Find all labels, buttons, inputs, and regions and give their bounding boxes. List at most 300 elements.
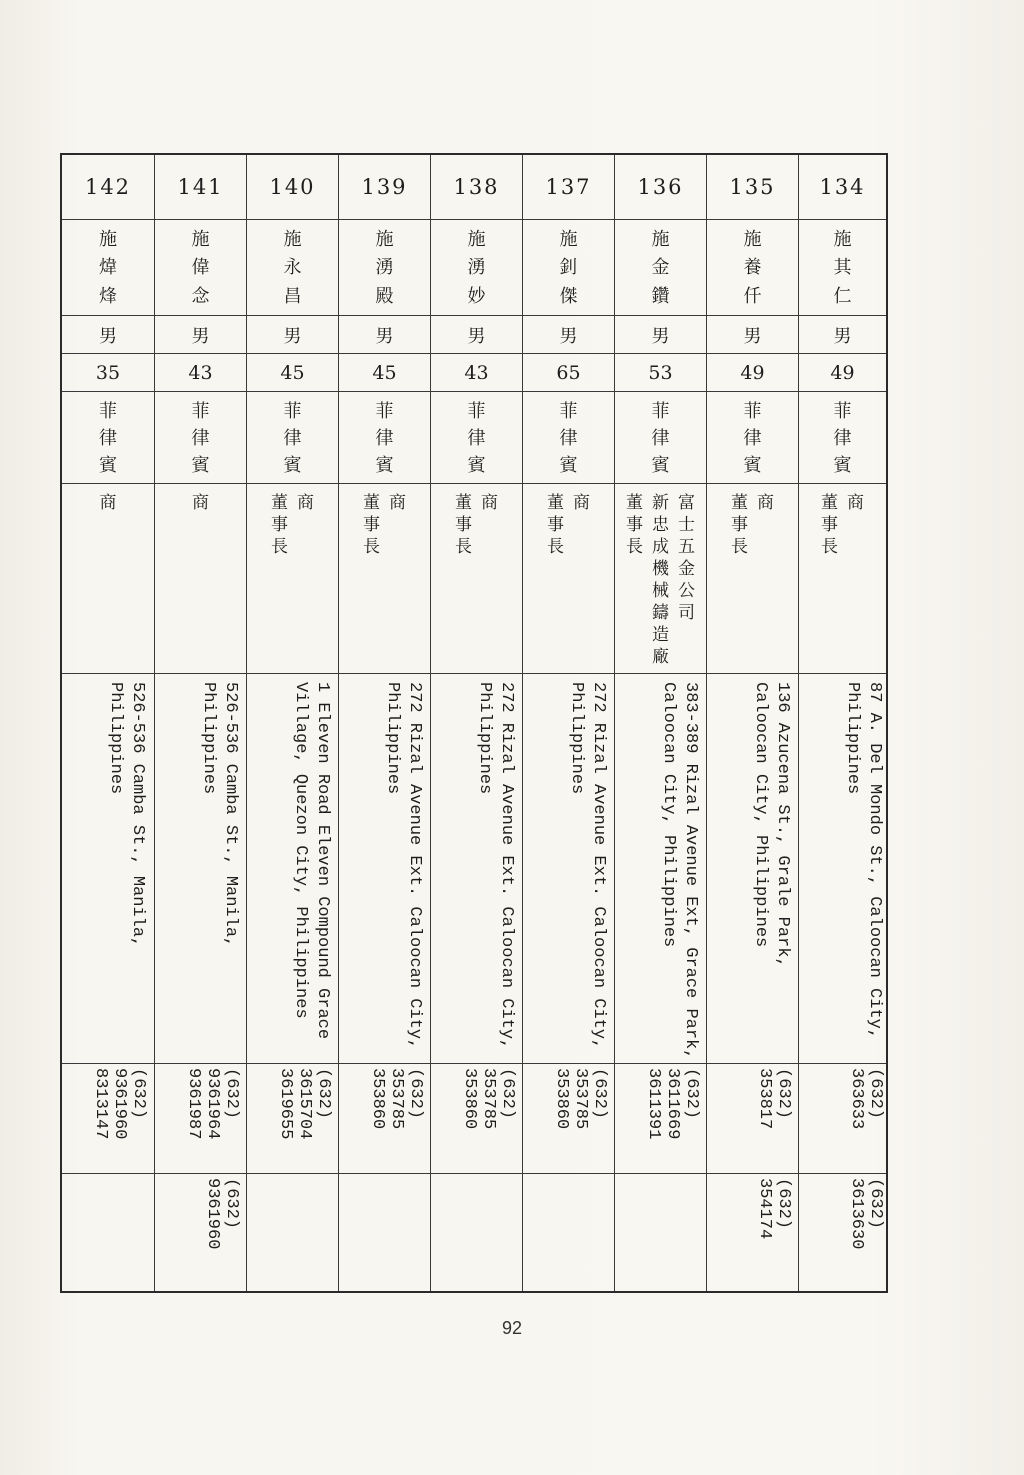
phone-numbers-2-line: 354174 <box>755 1178 774 1240</box>
nationality <box>155 398 246 479</box>
phone-numbers-line: (632) <box>129 1068 148 1120</box>
age-cell <box>523 354 614 392</box>
occupation-char: 董 <box>547 493 564 513</box>
age-value: 43 <box>188 361 213 384</box>
phone-numbers-line: 353860 <box>460 1068 479 1130</box>
occupation-char: 事 <box>731 515 748 535</box>
nationality-cell <box>62 392 154 484</box>
occupation-char: 商 <box>481 493 498 513</box>
entry-number-cell <box>431 155 522 220</box>
age-value: 49 <box>740 361 765 384</box>
occupation-char: 金 <box>678 559 695 579</box>
sex-value: 男 <box>743 325 762 347</box>
name-cell <box>707 220 798 316</box>
entry-number: 138 <box>453 175 500 199</box>
name-cell <box>155 220 246 316</box>
age-cell <box>339 354 430 392</box>
phone-numbers-2 <box>755 1178 793 1440</box>
sex-cell <box>247 316 338 354</box>
nationality-char: 賓 <box>191 454 210 476</box>
member-name-char: 施 <box>375 229 394 251</box>
address <box>749 682 793 1056</box>
occupation-char: 事 <box>271 515 288 535</box>
address-cell <box>523 674 614 1064</box>
occupation <box>615 492 706 669</box>
sex-value: 男 <box>833 325 852 347</box>
address-line: Philippines <box>843 682 862 795</box>
member-name-char: 其 <box>833 257 852 279</box>
phone-numbers-2-line: (632) <box>866 1178 885 1230</box>
phone-cell <box>799 1064 886 1174</box>
table-column-139 <box>338 155 430 1291</box>
occupation-cell <box>707 484 798 674</box>
address-line: 136 Azucena St., Grale Park, <box>773 682 792 968</box>
member-name-char: 金 <box>651 257 670 279</box>
address <box>473 682 517 1056</box>
sex-value: 男 <box>651 325 670 347</box>
age-value: 45 <box>372 361 397 384</box>
address-cell <box>707 674 798 1064</box>
member-name-char: 施 <box>283 229 302 251</box>
phone-cell-2 <box>247 1174 338 1291</box>
occupation-char: 董 <box>271 493 288 513</box>
occupation-char: 五 <box>678 537 695 557</box>
age-cell <box>431 354 522 392</box>
address-line: Philippines <box>475 682 494 795</box>
nationality <box>707 398 798 479</box>
occupation-char: 事 <box>821 515 838 535</box>
phone-cell-2 <box>799 1174 886 1291</box>
nationality-char: 律 <box>743 427 762 449</box>
occupation-char: 長 <box>547 537 564 557</box>
nationality-char: 律 <box>833 427 852 449</box>
occupation-cell <box>155 484 246 674</box>
nationality-char: 賓 <box>375 454 394 476</box>
occupation-cell <box>799 484 886 674</box>
occupation <box>431 492 522 669</box>
address-cell <box>799 674 886 1064</box>
entry-number-cell <box>339 155 430 220</box>
occupation-char: 機 <box>652 559 669 579</box>
nationality-char: 賓 <box>743 454 762 476</box>
occupation-cell <box>62 484 154 674</box>
occupation-char: 富 <box>678 493 695 513</box>
age-cell <box>155 354 246 392</box>
address-line: 526-536 Camba St., Manila, <box>221 682 240 948</box>
sex-cell <box>62 316 154 354</box>
member-name <box>247 226 338 311</box>
phone-numbers-line: (632) <box>774 1068 793 1120</box>
age-value: 53 <box>648 361 673 384</box>
occupation-cell <box>431 484 522 674</box>
entry-number: 139 <box>361 175 408 199</box>
entry-number-cell <box>615 155 706 220</box>
nationality-char: 律 <box>375 427 394 449</box>
name-cell <box>247 220 338 316</box>
entry-number: 135 <box>729 175 776 199</box>
age-cell <box>62 354 154 392</box>
phone-numbers-line: 363633 <box>847 1068 866 1130</box>
occupation-line <box>453 492 475 669</box>
member-name-char: 妙 <box>467 285 486 307</box>
occupation-line <box>190 492 212 669</box>
nationality-cell <box>247 392 338 484</box>
age-cell <box>707 354 798 392</box>
occupation-char: 商 <box>847 493 864 513</box>
entry-number: 134 <box>819 175 866 199</box>
nationality-cell <box>615 392 706 484</box>
age-value: 45 <box>280 361 305 384</box>
nationality-char: 菲 <box>191 400 210 422</box>
occupation <box>155 492 246 669</box>
table-column-140 <box>246 155 338 1291</box>
occupation-char: 商 <box>573 493 590 513</box>
address-line: 526-536 Camba St., Manila, <box>128 682 147 948</box>
nationality-char: 律 <box>283 427 302 449</box>
sex-value: 男 <box>191 325 210 347</box>
occupation-char: 廠 <box>652 647 669 667</box>
occupation-char: 董 <box>363 493 380 513</box>
entry-number: 140 <box>269 175 316 199</box>
address-line: 87 A. Del Mondo St., Caloocan City, <box>865 682 884 1040</box>
entry-number: 142 <box>84 175 132 199</box>
nationality-char: 菲 <box>375 400 394 422</box>
occupation-line <box>624 492 646 669</box>
member-name-char: 永 <box>283 257 302 279</box>
phone-numbers <box>91 1068 148 1170</box>
address-line: Caloocan City, Philippines <box>659 682 678 948</box>
sex-cell <box>431 316 522 354</box>
occupation <box>247 492 338 669</box>
address-cell <box>247 674 338 1064</box>
address-line: Caloocan City, Philippines <box>751 682 770 948</box>
occupation-char: 成 <box>652 537 669 557</box>
address <box>289 682 333 1056</box>
occupation-char: 董 <box>821 493 838 513</box>
phone-cell <box>62 1064 154 1174</box>
nationality-char: 菲 <box>467 400 486 422</box>
occupation-char: 長 <box>731 537 748 557</box>
occupation-line <box>97 492 119 669</box>
occupation-char: 忠 <box>652 515 669 535</box>
nationality <box>247 398 338 479</box>
occupation-line <box>387 492 409 669</box>
phone-numbers <box>184 1068 241 1170</box>
nationality-char: 律 <box>559 427 578 449</box>
nationality-char: 律 <box>467 427 486 449</box>
occupation-char: 商 <box>297 493 314 513</box>
occupation-char: 造 <box>652 625 669 645</box>
age-value: 49 <box>830 361 855 384</box>
age-cell <box>799 354 886 392</box>
address <box>381 682 425 1056</box>
member-name-char: 鑽 <box>651 285 670 307</box>
member-name <box>339 226 430 311</box>
occupation-char: 商 <box>757 493 774 513</box>
phone-numbers <box>460 1068 517 1170</box>
nationality-char: 律 <box>191 427 210 449</box>
occupation-line <box>361 492 383 669</box>
entry-number-cell <box>707 155 798 220</box>
nationality-char: 菲 <box>651 400 670 422</box>
occupation-char: 長 <box>626 537 643 557</box>
member-name-char: 仟 <box>743 285 762 307</box>
phone-cell <box>247 1064 338 1174</box>
table-column-136 <box>614 155 706 1291</box>
age-value: 35 <box>95 361 121 384</box>
table-column-135 <box>706 155 798 1291</box>
member-name <box>431 226 522 311</box>
occupation-char: 商 <box>389 493 406 513</box>
phone-numbers-line: (632) <box>866 1068 885 1120</box>
sex-value: 男 <box>467 325 486 347</box>
phone-numbers-line: (632) <box>222 1068 241 1120</box>
name-cell <box>431 220 522 316</box>
phone-numbers-line: 353785 <box>571 1068 590 1130</box>
occupation-char: 新 <box>652 493 669 513</box>
occupation-char: 事 <box>455 515 472 535</box>
occupation-line <box>845 492 867 669</box>
age-value: 43 <box>464 361 489 384</box>
sex-cell <box>155 316 246 354</box>
member-name-char: 施 <box>99 229 117 251</box>
member-name-char: 煒 <box>99 257 117 279</box>
occupation-cell <box>339 484 430 674</box>
phone-cell <box>615 1064 706 1174</box>
name-cell <box>523 220 614 316</box>
occupation <box>62 492 154 669</box>
phone-numbers-line: (632) <box>590 1068 609 1120</box>
age-cell <box>615 354 706 392</box>
nationality-char: 賓 <box>833 454 852 476</box>
nationality-cell <box>707 392 798 484</box>
phone-numbers <box>644 1068 701 1170</box>
address-line: 383-389 Rizal Avenue Ext, Grace Park, <box>681 682 700 1060</box>
sex-cell <box>339 316 430 354</box>
occupation-char: 董 <box>731 493 748 513</box>
name-cell <box>799 220 886 316</box>
nationality-char: 賓 <box>283 454 302 476</box>
occupation <box>523 492 614 669</box>
age-cell <box>247 354 338 392</box>
nationality-char: 菲 <box>99 400 117 422</box>
address-cell <box>155 674 246 1064</box>
phone-cell-2 <box>431 1174 522 1291</box>
phone-numbers-line: 3611391 <box>644 1068 663 1140</box>
occupation-char: 長 <box>271 537 288 557</box>
nationality-cell <box>431 392 522 484</box>
occupation-char: 事 <box>547 515 564 535</box>
nationality-cell <box>155 392 246 484</box>
address-line: Village, Quezon City, Philippines <box>291 682 310 1019</box>
address-cell <box>615 674 706 1064</box>
table-column-134 <box>798 155 886 1291</box>
occupation-line <box>295 492 317 669</box>
phone-cell <box>155 1064 246 1174</box>
occupation-char: 董 <box>455 493 472 513</box>
occupation-char: 司 <box>678 603 695 623</box>
sex-value: 男 <box>375 325 394 347</box>
phone-numbers-line: 9361964 <box>203 1068 222 1140</box>
member-name-char: 湧 <box>467 257 486 279</box>
phone-numbers-line: 353860 <box>552 1068 571 1130</box>
occupation-char: 長 <box>455 537 472 557</box>
address-line: Philippines <box>199 682 218 795</box>
phone-numbers-line: 3619655 <box>276 1068 295 1140</box>
phone-numbers <box>276 1068 333 1170</box>
sex-cell <box>799 316 886 354</box>
nationality-char: 律 <box>651 427 670 449</box>
phone-numbers-2-line: (632) <box>774 1178 793 1230</box>
table-column-142 <box>62 155 154 1291</box>
member-name-char: 昌 <box>283 285 302 307</box>
phone-cell-2 <box>155 1174 246 1291</box>
nationality-char: 菲 <box>743 400 762 422</box>
phone-cell-2 <box>523 1174 614 1291</box>
address-cell <box>339 674 430 1064</box>
member-name-char: 施 <box>651 229 670 251</box>
nationality-char: 賓 <box>467 454 486 476</box>
occupation-line <box>729 492 751 669</box>
nationality-char: 菲 <box>833 400 852 422</box>
occupation-line <box>676 492 698 669</box>
member-name-char: 施 <box>191 229 210 251</box>
address-cell <box>62 674 154 1064</box>
phone-numbers-line: 353785 <box>387 1068 406 1130</box>
entry-number-cell <box>523 155 614 220</box>
name-cell <box>615 220 706 316</box>
address <box>657 682 701 1060</box>
member-name <box>799 226 886 311</box>
phone-cell-2 <box>339 1174 430 1291</box>
address <box>565 682 609 1056</box>
nationality <box>523 398 614 479</box>
address <box>104 682 148 1056</box>
occupation-cell <box>247 484 338 674</box>
address-cell <box>431 674 522 1064</box>
name-cell <box>339 220 430 316</box>
occupation-line <box>650 492 672 669</box>
nationality-cell <box>799 392 886 484</box>
phone-cell <box>339 1064 430 1174</box>
occupation-char: 董 <box>626 493 643 513</box>
phone-cell-2 <box>707 1174 798 1291</box>
sex-value: 男 <box>283 325 302 347</box>
phone-numbers-line: 3611669 <box>663 1068 682 1140</box>
occupation-char: 事 <box>363 515 380 535</box>
phone-numbers-line: (632) <box>406 1068 425 1120</box>
occupation-line <box>571 492 593 669</box>
member-directory-table <box>60 153 888 1293</box>
member-name-char: 傑 <box>559 285 578 307</box>
occupation <box>707 492 798 669</box>
sex-value: 男 <box>559 325 578 347</box>
phone-numbers <box>847 1068 885 1170</box>
member-name-char: 殿 <box>375 285 394 307</box>
nationality-cell <box>339 392 430 484</box>
nationality <box>799 398 886 479</box>
address-line: 272 Rizal Avenue Ext. Caloocan City, <box>405 682 424 1050</box>
nationality-char: 菲 <box>283 400 302 422</box>
member-name <box>615 226 706 311</box>
occupation <box>339 492 430 669</box>
entry-number-cell <box>247 155 338 220</box>
nationality <box>62 398 154 479</box>
address-line: Philippines <box>106 682 125 795</box>
member-name-char: 釗 <box>559 257 578 279</box>
phone-numbers-line: (632) <box>498 1068 517 1120</box>
nationality-char: 賓 <box>559 454 578 476</box>
phone-numbers <box>368 1068 425 1170</box>
table-column-141 <box>154 155 246 1291</box>
occupation-line <box>755 492 777 669</box>
sex-value: 男 <box>99 325 117 347</box>
occupation-char: 士 <box>678 515 695 535</box>
entry-number-cell <box>155 155 246 220</box>
sex-cell <box>523 316 614 354</box>
address <box>841 682 885 1056</box>
table-column-138 <box>430 155 522 1291</box>
occupation-cell <box>615 484 706 674</box>
phone-numbers-line: 3615704 <box>295 1068 314 1140</box>
member-name-char: 偉 <box>191 257 210 279</box>
member-name-char: 養 <box>743 257 762 279</box>
phone-numbers-line: (632) <box>314 1068 333 1120</box>
phone-numbers-2-line: (632) <box>222 1178 241 1230</box>
nationality-char: 賓 <box>651 454 670 476</box>
member-name <box>155 226 246 311</box>
phone-numbers-2-line: 3613630 <box>847 1178 866 1250</box>
member-name-char: 施 <box>559 229 578 251</box>
occupation <box>799 492 886 669</box>
entry-number: 141 <box>177 175 224 199</box>
nationality-cell <box>523 392 614 484</box>
sex-cell <box>615 316 706 354</box>
nationality <box>615 398 706 479</box>
occupation-cell <box>523 484 614 674</box>
phone-numbers-line: 8313147 <box>91 1068 110 1140</box>
entry-number-cell <box>62 155 154 220</box>
occupation-char: 商 <box>99 493 117 513</box>
member-name-char: 烽 <box>99 285 117 307</box>
address-line: Philippines <box>567 682 586 795</box>
address-line: Philippines <box>383 682 402 795</box>
name-cell <box>62 220 154 316</box>
address <box>197 682 241 1056</box>
occupation-line <box>269 492 291 669</box>
phone-numbers-line: 353817 <box>755 1068 774 1130</box>
table-column-137 <box>522 155 614 1291</box>
entry-number: 137 <box>545 175 592 199</box>
occupation-char: 鑄 <box>652 603 669 623</box>
phone-numbers-line: 9361960 <box>110 1068 129 1140</box>
occupation-char: 長 <box>821 537 838 557</box>
address-line: 272 Rizal Avenue Ext. Caloocan City, <box>589 682 608 1050</box>
occupation-char: 商 <box>192 493 209 513</box>
nationality <box>431 398 522 479</box>
phone-numbers-2 <box>203 1178 241 1440</box>
entry-number: 136 <box>637 175 684 199</box>
age-value: 65 <box>556 361 581 384</box>
occupation-line <box>819 492 841 669</box>
member-name <box>707 226 798 311</box>
nationality-char: 律 <box>99 427 117 449</box>
phone-cell-2 <box>615 1174 706 1291</box>
nationality-char: 菲 <box>559 400 578 422</box>
occupation-line <box>479 492 501 669</box>
member-name <box>62 226 154 311</box>
phone-cell <box>431 1064 522 1174</box>
